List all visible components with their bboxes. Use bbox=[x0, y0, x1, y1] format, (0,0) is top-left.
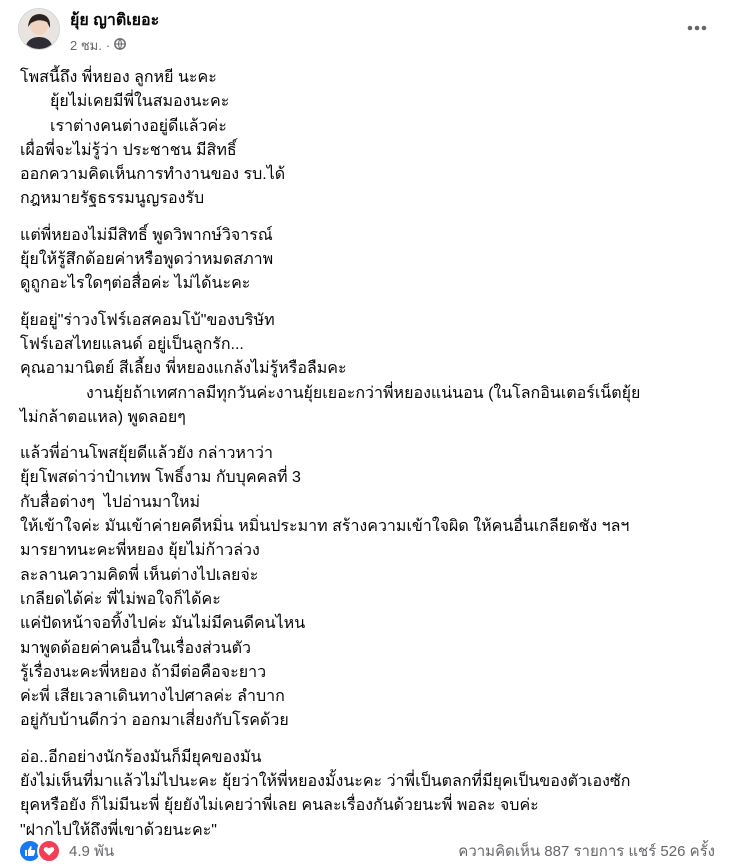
post-line: อยู่กับบ้านดีกว่า ออกมาเสี่ยงกับโรคด้วย bbox=[20, 712, 289, 730]
post-paragraph bbox=[20, 746, 719, 843]
post-line: ดูถูกอะไรใดๆต่อสื่อค่ะ ไม่ได้นะคะ bbox=[20, 275, 251, 293]
post-line: เผื่อพี่จะไม่รู้ว่า ประชาชน มีสิทธิ์ bbox=[20, 141, 237, 159]
post-line: แค่ปัดหน้าจอทิ้งไปค่ะ มันไม่มีคนดีคนไหน bbox=[20, 615, 306, 633]
avatar[interactable] bbox=[18, 8, 60, 50]
post-paragraph bbox=[20, 224, 719, 297]
more-options-icon[interactable] bbox=[685, 20, 709, 36]
post-line: แต่พี่หยองไม่มีสิทธิ์ พูดวิพากษ์วิจารณ์ bbox=[20, 226, 273, 244]
author-name[interactable]: ยุ้ย ญาติเยอะ bbox=[70, 12, 160, 29]
post-line: โพสนี้ถึง พี่หยอง ลูกหยี นะคะ bbox=[20, 69, 217, 86]
post-line: คุณอามานิตย์ สีเลี้ยง พี่หยองแกล้งไม่รู้หรือลืมคะ bbox=[20, 360, 347, 378]
post-line: เกลียดได้ค่ะ พี่ไม่พอใจก็ได้คะ bbox=[20, 590, 221, 608]
post-paragraph bbox=[20, 66, 719, 212]
post-line: ไม่กล้าตอแหล) พูดลอยๆ bbox=[20, 408, 186, 426]
comment-count[interactable]: ความคิดเห็น 887 รายการ bbox=[458, 843, 625, 860]
post-paragraph bbox=[20, 309, 719, 430]
post-line: ยุคหรือยัง ก็ไม่มีนะพี่ ยุ้ยยังไม่เคยว่าพี่เลย คนละเรื่องกันด้วยนะพี่ พอละ จบค่ะ bbox=[20, 797, 539, 815]
post-line: ยังไม่เห็นที่มาแล้วไม่ไปนะคะ ยุ้ยว่าให้พี่หยองมั้งนะคะ ว่าพี่เป็นตลกที่มียุคเป็นของตัวเองซัก bbox=[20, 773, 631, 791]
share-count[interactable]: แชร์ 526 ครั้ง bbox=[628, 843, 715, 860]
post-meta bbox=[70, 11, 159, 56]
reactions[interactable] bbox=[18, 839, 114, 863]
post-line: ยุ้ยไม่เคยมีพี่ในสมองนะคะ bbox=[50, 93, 230, 111]
post-stats bbox=[458, 839, 715, 863]
post-header bbox=[18, 8, 715, 58]
post-line: อ่อ..อีกอย่างนักร้องมันก็มียุคของมัน bbox=[20, 748, 262, 766]
love-reaction-icon bbox=[37, 839, 61, 863]
post-line: กับสื่อต่างๆ ไปอ่านมาใหม่ bbox=[20, 493, 201, 511]
post-line: ยุ้ยอยู่"ร่าวงโฟร์เอสคอมโบ้"ของบริษัท bbox=[20, 311, 275, 329]
post-paragraph bbox=[20, 442, 719, 734]
post-line: "ฝากไปให้ถึงพี่เขาด้วยนะคะ" bbox=[20, 821, 217, 839]
post-line: งานยุ้ยถ้าเทศกาลมีทุกวันค่ะงานยุ้ยเยอะกว่าพี่หยองแน่นอน (ในโลกอินเตอร์เน็ตยุ้ย bbox=[86, 384, 641, 402]
post-line: กฎหมายรัฐธรรมนูญรองรับ bbox=[20, 190, 205, 208]
post-line: ละลานความคิดพี่ เห็นต่างไปเลยจ่ะ bbox=[20, 566, 259, 584]
post-line: มารยาทนะคะพี่หยอง ยุ้ยไม่ก้าวล่วง bbox=[20, 542, 260, 560]
post-time[interactable]: 2 ชม. bbox=[70, 38, 102, 53]
reaction-count: 4.9 พัน bbox=[69, 843, 115, 860]
post-text bbox=[20, 66, 719, 855]
separator-dot: · bbox=[105, 38, 111, 53]
post-line: ยุ้ยให้รู้สึกด้อยค่าหรือพูดว่าหมดสภาพ bbox=[20, 251, 274, 269]
post-footer bbox=[18, 836, 715, 866]
globe-icon bbox=[114, 38, 126, 53]
post-line: โฟร์เอสไทยแลนด์ อยู่เป็นลูกรัก... bbox=[20, 335, 244, 353]
post-line: ยุ้ยโพสด่าว่าป๋าเทพ โพธิ์งาม กับบุคคลที่ 3 bbox=[20, 469, 301, 487]
post-line: ออกความคิดเห็นการทำงานของ รบ.ได้ bbox=[20, 166, 286, 184]
post-line: แล้วพี่อ่านโพสยุ้ยดีแล้วยัง กล่าวหาว่า bbox=[20, 445, 273, 463]
post-subline bbox=[70, 35, 159, 56]
post-line: เราต่างคนต่างอยู่ดีแล้วค่ะ bbox=[50, 117, 227, 135]
post-line: ให้เข้าใจค่ะ มันเข้าค่ายคดีหมิ่น หมิ่นประมาท สร้างความเข้าใจผิด ให้คนอื่นเกลียดชัง ฯลฯ bbox=[20, 518, 630, 536]
post-line: ค่ะพี่ เสียเวลาเดินทางไปศาลค่ะ ลำบาก bbox=[20, 688, 285, 706]
post-line: รู้เรื่องนะคะพี่หยอง ถ้ามีต่อคือจะยาว bbox=[20, 663, 267, 681]
post-line: มาพูดด้อยค่าคนอื่นในเรื่องส่วนตัว bbox=[20, 639, 252, 657]
